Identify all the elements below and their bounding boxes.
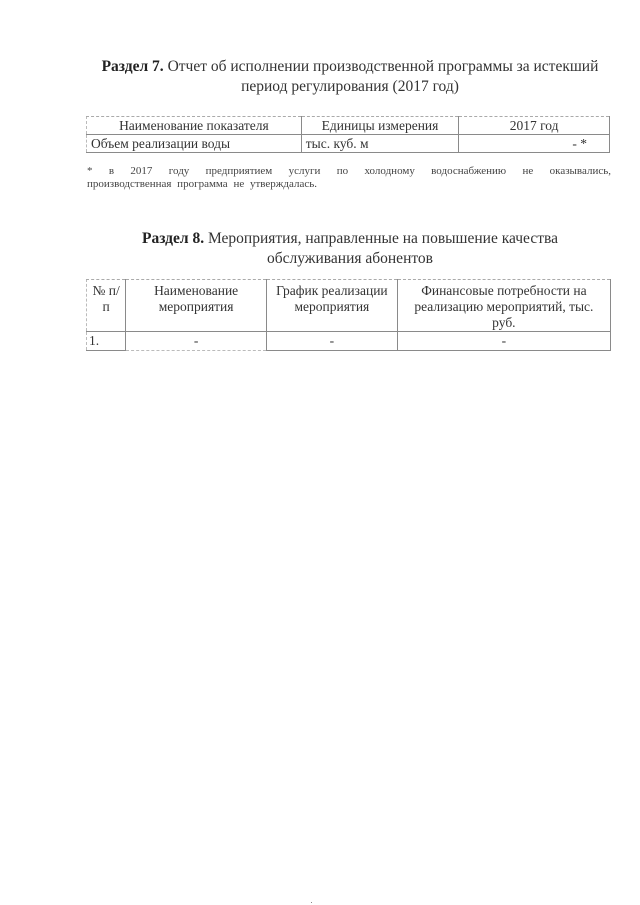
cell-number: 1. [87,332,126,351]
table-row [87,135,610,153]
production-program-report-table [86,116,610,153]
cell-units: тыс. куб. м [301,135,459,153]
scan-artifact-dot [311,902,312,903]
section-8-label: Раздел 8. [142,230,205,247]
footnote [87,165,611,191]
footnote-line-2: производственная программа не утверждалась. [87,178,317,190]
header-units: Единицы измерения [301,117,459,135]
header-number: № п/п [87,280,126,332]
section-8-heading-text: Мероприятия, направленные на повышение качества обслуживания абонентов [204,230,558,267]
service-quality-measures-table [86,279,611,351]
section-8-title [120,229,580,269]
cell-indicator-name: Объем реализации воды [87,135,302,153]
section-7-label: Раздел 7. [101,58,164,75]
header-measure-name: Наименование мероприятия [126,280,267,332]
table-header-row [87,280,611,332]
cell-measure-name: - [126,332,267,351]
table-header-row [87,117,610,135]
header-schedule: График реализации мероприятия [267,280,398,332]
cell-schedule: - [267,332,398,351]
section-7-title [90,57,610,97]
table-row [87,332,611,351]
cell-financial-needs: - [397,332,610,351]
footnote-line-1: * в 2017 году предприятием услуги по холодному водоснабжению не оказывались, [87,165,611,177]
header-financial-needs: Финансовые потребности на реализацию мероприятий, тыс. руб. [397,280,610,332]
section-7-heading-text: Отчет об исполнении производственной программы за истекший период регулирования (2017 год) [163,58,599,95]
header-indicator-name: Наименование показателя [87,117,302,135]
header-year-2017: 2017 год [459,117,610,135]
cell-value-2017: - * [459,135,610,153]
